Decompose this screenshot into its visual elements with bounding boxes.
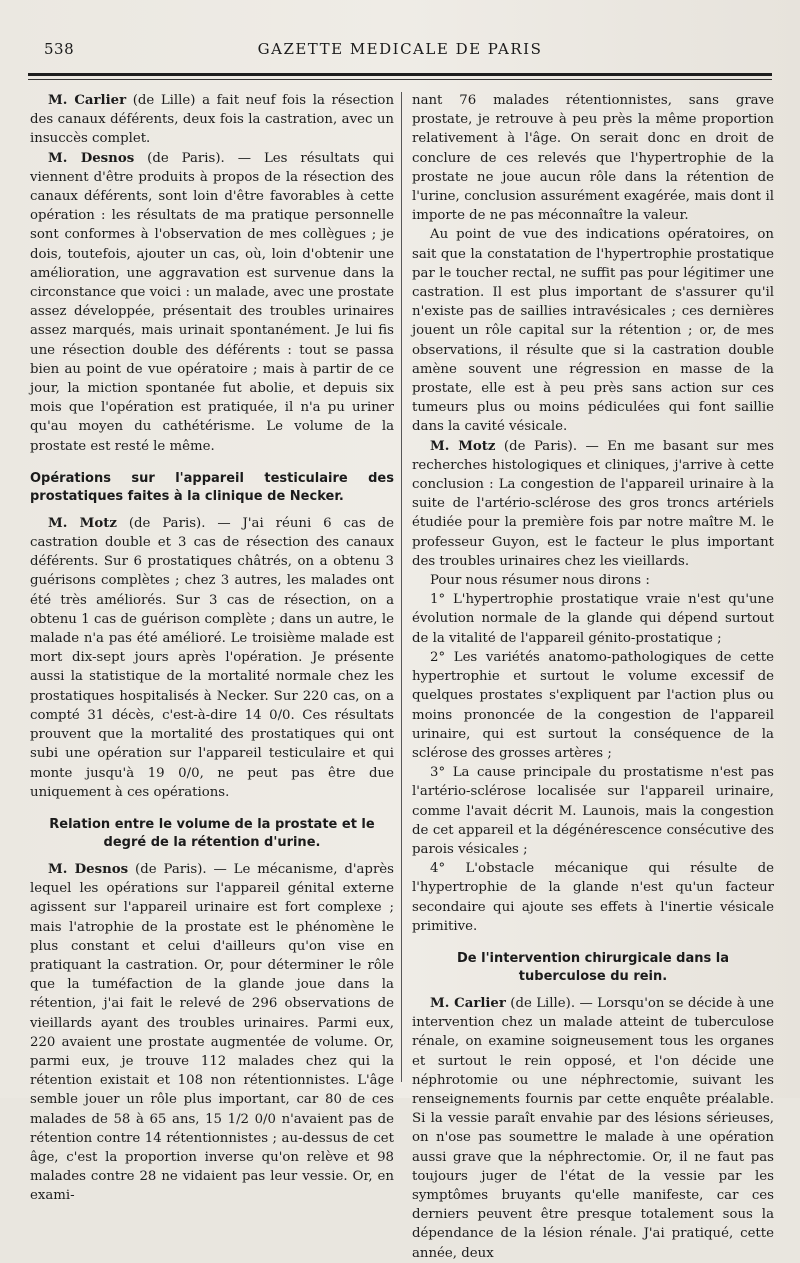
list-item: 2° Les variétés anatomo-pathologiques de cette hypertrophie et surtout le volume excessif de quelques prostates s'expliquent par l'action plus ou moins prononcée de la congestion de l'appareil urinaire, qui est surtout la conséquence de la sclérose des grosses artères ; [412, 649, 774, 761]
list-item: 3° La cause principale du prostatisme n'est pas l'artério-sclérose localisée sur l'appareil urinaire, comme l'avait décrit M. Launois, mais la congestion de cet appareil et la dégénérescence consécutive des parois vésicales ; [412, 765, 774, 857]
paragraph-text: (de Lille). — Lorsqu'on se décide à une intervention chez un malade atteint de tuberculose rénale, on examine soigneusement tous les organes et surtout le rein opposé, et l'on décide une néphrotomie ou une néphrectomie, suivant les renseignements fournis par cette enquête préalable. Si la vessie paraît envahie par des lésions sérieuses, on n'ose pas soumettre le malade à une opération aussi grave que la néphrectomie. Or, il ne faut pas toujours juger de l'état de la vessie par les symptômes bruyants qu'elle manifeste, car ces derniers peuvent être presque totalement sous la dépendance de la lésion rénale. J'ai pratiqué, cette année, deux [412, 995, 775, 1261]
paragraph-text: (de Paris). — Les résultats qui viennent d'être produits à propos de la résection des canaux déférents, sont loin d'être favorables à cette opération : les résultats de ma pratique personnelle sont conformes à l'observation de mes collègues ; je dois, toutefois, ajouter un cas, où, loin d'obtenir une amélioration, une aggravation est survenue dans la circonstance que voici : un malade, avec une prostate assez développée, présentait des troubles urinaires assez marqués, mais urinait spontanément. Je lui fis une résection double des déférents : tout se passa bien au point de vue opératoire ; mais à partir de ce jour, la miction spontanée fut abolie, et depuis six mois que l'opération est pratiquée, il n'a pu uriner qu'au moyen du cathétérisme. Le volume de la prostate est resté le même. [30, 150, 394, 454]
paragraph: nant 76 malades rétentionnistes, sans grave prostate, je retrouve à peu près la même proportion relativement à l'âge. On serait donc en droit de conclure de ces relevés que l'hypertrophie de la prostate ne joue aucun rôle dans la rétention de l'urine, conclusion assurément exagérée, mais dont il importe de ne pas méconnaître la valeur. [412, 93, 774, 224]
section-heading: Opérations sur l'appareil testiculaire des prostatiques faites à la clinique de Necker. [30, 470, 394, 504]
section-heading: De l'intervention chirurgicale dans la tuberculose du rein. [456, 950, 729, 984]
speaker-name: M. Motz [48, 515, 117, 531]
list-item: 1° L'hypertrophie prostatique vraie n'est qu'une évolution normale de la glande qui dépend surtout de la vitalité de l'appareil génito-prostatique ; [412, 592, 774, 646]
paragraph [412, 437, 774, 571]
page-number: 538 [44, 40, 75, 58]
right-column [412, 91, 774, 1263]
speaker-name: M. Desnos [48, 150, 135, 166]
paragraph-text: (de Paris). — Le mécanisme, d'après lequel les opérations sur l'appareil génital externe agissent sur l'appareil urinaire est fort complexe ; mais l'atrophie de la prostate est le phénomène le plus constant et celui d'ailleurs qu'on vise en pratiquant la castration. Or, pour déterminer le rôle que la tuméfaction de la glande joue dans la rétention, j'ai fait le relevé de 296 observations de vieillards ayant des troubles urinaires. Parmi eux, 220 avaient une prostate augmentée de volume. Or, parmi eux, je trouve 112 malades chez qui la rétention existait et 108 non rétentionnistes. L'âge semble jouer un rôle plus important, car 80 de ces malades de 58 à 65 ans, 15 1/2 0/0 n'avaient pas de rétention contre 14 rétentionnistes ; au-dessus de cet âge, c'est la proportion inverse qu'on relève et 98 malades contre 28 ne vidaient pas leur vessie. Or, en exami- [30, 861, 394, 1204]
paragraph: Pour nous résumer nous dirons : [430, 573, 650, 589]
paragraph-text: (de Paris). — En me basant sur mes recherches histologiques et cliniques, j'arrive à cette conclusion : La congestion de l'appareil urinaire à la suite de l'artério-sclérose des gros troncs artériels étudiée pour la première fois par notre maître M. le professeur Guyon, est le facteur le plus important des troubles urinaires chez les vieillards. [412, 438, 774, 569]
left-column [30, 91, 394, 1206]
page-header [30, 36, 770, 60]
header-rule-thin [28, 79, 772, 80]
header-rule-thick [28, 73, 772, 76]
paragraph [30, 514, 394, 802]
speaker-name: M. Motz [430, 438, 496, 454]
speaker-name: M. Carlier [430, 995, 506, 1011]
list-item: 4° L'obstacle mécanique qui résulte de l'hypertrophie de la glande n'est qu'un facteur secondaire qui ajoute ses effets à l'inertie vésicale primitive. [412, 861, 774, 934]
section-heading: Relation entre le volume de la prostate et le degré de la rétention d'urine. [49, 816, 375, 850]
column-divider [401, 92, 402, 1082]
journal-title: GAZETTE MEDICALE DE PARIS [257, 40, 543, 58]
speaker-name: M. Desnos [48, 861, 129, 877]
paragraph [412, 994, 774, 1263]
paragraph: Au point de vue des indications opératoires, on sait que la constatation de l'hypertrophie prostatique par le toucher rectal, ne suffit pas pour légitimer une castration. Il est plus important de s'assurer qu'il n'existe pas de saillies intravésicales ; ces dernières jouent un rôle capital sur la rétention ; or, de mes observations, il résulte que si la castration double amène souvent une régression en masse de la prostate, elle est à peu près sans action sur ces tumeurs plus ou moins pédiculées qui font saillie dans la cavité vésicale. [412, 227, 774, 435]
paragraph-text: (de Paris). — J'ai réuni 6 cas de castration double et 3 cas de résection des canaux déférents. Sur 6 prostatiques châtrés, on a obtenu 3 guérisons complètes ; chez 3 autres, les malades ont été très améliorés. Sur 3 cas de résection, on a obtenu 1 cas de guérison complète ; dans un autre, le malade n'a pas été amélioré. Le troisième malade est mort dix-sept jours après l'opération. Je présente aussi la statistique de la mortalité normale chez les prostatiques hospitalisés à Necker. Sur 220 cas, on a compté 31 décès, c'est-à-dire 14 0/0. Ces résultats prouvent que la mortalité des prostatiques qui ont subi une opération sur l'appareil testiculaire et qui monte jusqu'à 19 0/0, ne peut pas être due uniquement à ces opérations. [30, 515, 394, 800]
speaker-name: M. Carlier [48, 93, 127, 108]
paragraph [30, 149, 394, 456]
paragraph-text: (de Lille) a fait neuf fois la résection des canaux déférents, deux fois la castration, avec un insuccès complet. [30, 93, 395, 147]
paragraph [30, 860, 394, 1206]
paragraph [30, 91, 394, 149]
